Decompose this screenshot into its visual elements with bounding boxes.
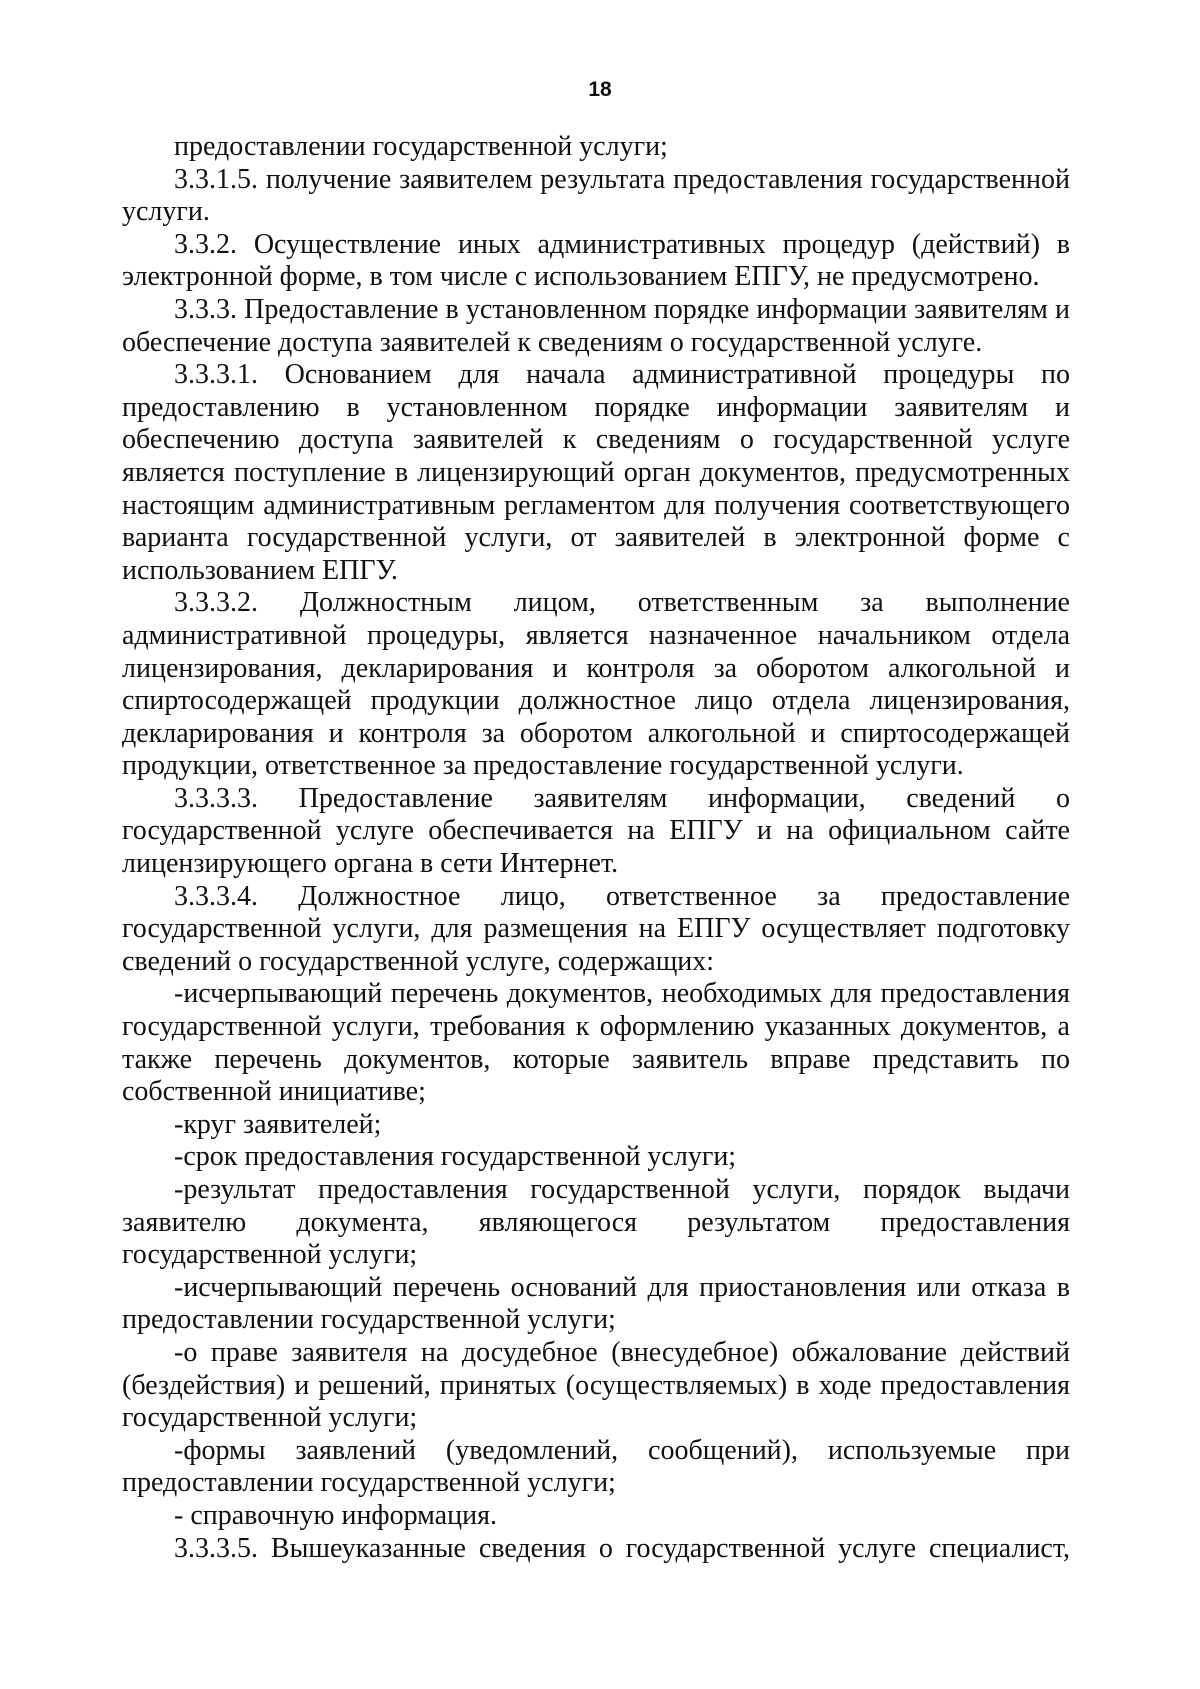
paragraph-3-3-3-2: 3.3.3.2. Должностным лицом, ответственным за выполнение административной процедуры, является назначенное начальником отдела лицензирования, декларирования и контроля за оборотом алкогольной и спиртосодержащей продукции должностное лицо отдела лицензирования, декларирования и контроля за оборотом алкогольной и спиртосодержащей продукции, ответственное за предоставление государственной услуги. <box>122 587 1070 782</box>
paragraph-3-3-3-4: 3.3.3.4. Должностное лицо, ответственное за предоставление государственной услуги, для размещения на ЕПГУ осуществляет подготовку сведений о государственной услуге, содержащих: <box>122 880 1070 977</box>
paragraph-continuation: предоставлении государственной услуги; <box>174 131 668 162</box>
list-item-result: -результат предоставления государственной услуги, порядок выдачи заявителю документа, являющегося результатом предоставления государственной услуги; <box>122 1174 1070 1271</box>
paragraph-3-3-3-1: 3.3.3.1. Основанием для начала административной процедуры по предоставлению в установленном порядке информации заявителям и обеспечению доступа заявителей к сведениям о государственной услуге является поступление в лицензирующий орган документов, предусмотренных настоящим административным регламентом для получения соответствующего варианта государственной услуги, от заявителей в электронной форме с использованием ЕПГУ. <box>122 359 1070 586</box>
paragraph-3-3-3-5: 3.3.3.5. Вышеуказанные сведения о государственной услуге специалист, <box>174 1532 1070 1564</box>
list-item-term: -срок предоставления государственной услуги; <box>174 1141 737 1173</box>
list-item-documents: -исчерпывающий перечень документов, необходимых для предоставления государственной услуги, требования к оформлению указанных документов, а также перечень документов, которые заявитель вправе представить по собственной инициативе; <box>122 978 1070 1108</box>
page-number: 18 <box>588 78 612 101</box>
list-item-reference: - справочную информация. <box>174 1499 497 1531</box>
list-item-appeal: -о праве заявителя на досудебное (внесудебное) обжалование действий (бездействия) и решений, принятых (осуществляемых) в ходе предоставления государственной услуги; <box>122 1336 1070 1434</box>
list-item-forms: -формы заявлений (уведомлений, сообщений), используемые при предоставлении государственной услуги; <box>122 1434 1070 1499</box>
list-item-applicants: -круг заявителей; <box>174 1108 382 1140</box>
paragraph-3-3-3-3: 3.3.3.3. Предоставление заявителям информации, сведений о государственной услуге обеспечивается на ЕПГУ и на официальном сайте лицензирующего органа в сети Интернет. <box>122 782 1070 880</box>
list-item-grounds: -исчерпывающий перечень оснований для приостановления или отказа в предоставлении государственной услуги; <box>122 1271 1070 1336</box>
paragraph-3-3-2: 3.3.2. Осуществление иных административных процедур (действий) в электронной форме, в том числе с использованием ЕПГУ, не предусмотрено. <box>122 228 1070 293</box>
paragraph-3-3-1-5: 3.3.1.5. получение заявителем результата предоставления государственной услуги. <box>122 163 1070 228</box>
document-body <box>122 131 1070 1565</box>
paragraph-3-3-3: 3.3.3. Предоставление в установленном порядке информации заявителям и обеспечение доступа заявителей к сведениям о государственной услуге. <box>122 293 1070 358</box>
